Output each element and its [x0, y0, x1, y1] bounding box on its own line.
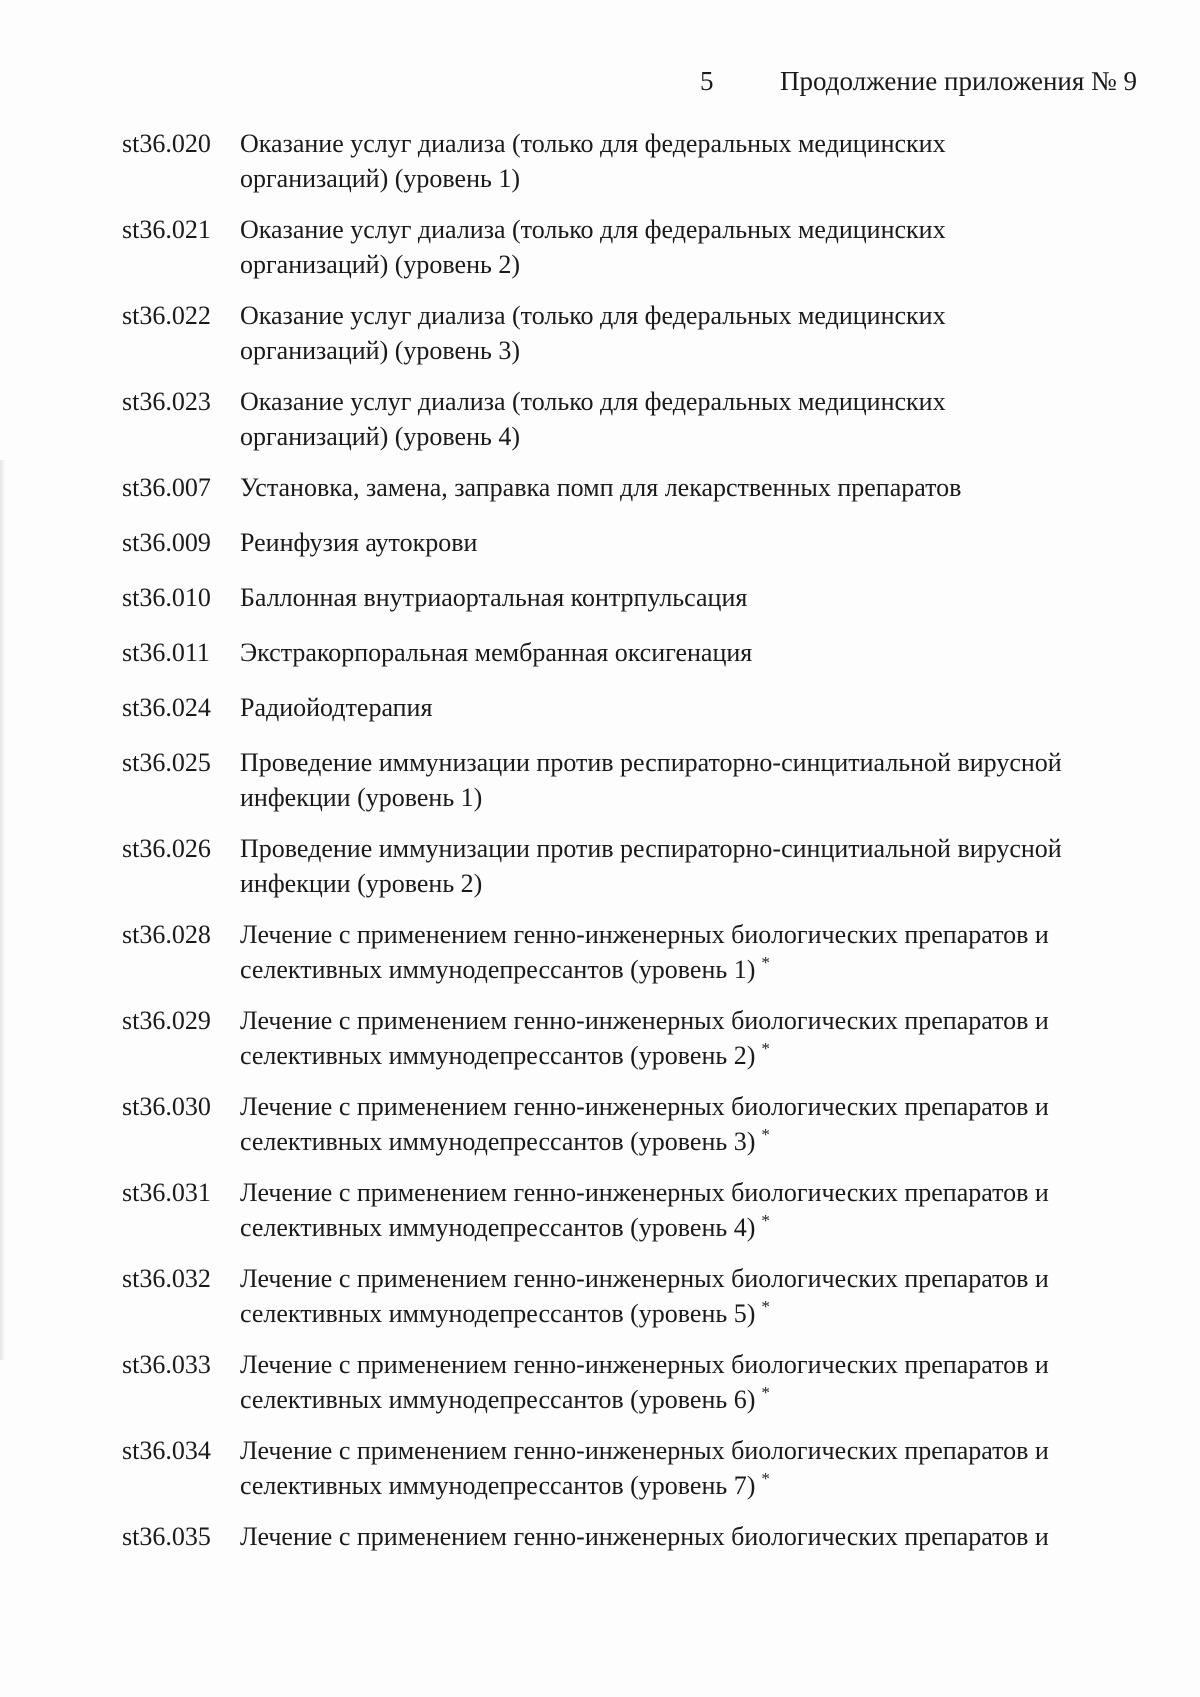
entry-description-line2-text: селективных иммунодепрессантов (уровень 6) — [240, 1385, 756, 1414]
entry-description-line2-text: организаций) (уровень 4) — [240, 422, 520, 451]
entry-description — [240, 1519, 1170, 1554]
entry-description-line2-text: селективных иммунодепрессантов (уровень 3) — [240, 1127, 756, 1156]
entry-description-line2-text: селективных иммунодепрессантов (уровень 2) — [240, 1041, 756, 1070]
list-item — [122, 1175, 1182, 1245]
entry-code: st36.009 — [122, 528, 211, 557]
list-item — [122, 525, 1182, 560]
entry-description-line2 — [240, 1038, 1170, 1073]
entry-description-line2-text: селективных иммунодепрессантов (уровень 4) — [240, 1213, 756, 1242]
entry-description — [240, 470, 1170, 505]
list-item — [122, 470, 1182, 505]
list-item — [122, 1347, 1182, 1417]
footnote-asterisk: * — [761, 1039, 770, 1059]
list-item — [122, 126, 1182, 196]
entry-description-line2 — [240, 1124, 1170, 1159]
scan-edge-artifact — [0, 460, 6, 1360]
list-item — [122, 1089, 1182, 1159]
entry-code: st36.028 — [122, 920, 211, 949]
entry-description — [240, 917, 1170, 987]
entry-code: st36.030 — [122, 1092, 211, 1121]
entry-code: st36.022 — [122, 301, 211, 330]
entry-code: st36.023 — [122, 387, 211, 416]
entry-code: st36.020 — [122, 129, 211, 158]
entry-code: st36.033 — [122, 1350, 211, 1379]
entry-description — [240, 1433, 1170, 1503]
entry-description-line1: Оказание услуг диализа (только для федеральных медицинских — [240, 387, 946, 416]
entry-code: st36.011 — [122, 638, 210, 667]
footnote-asterisk: * — [761, 1297, 770, 1317]
entry-description — [240, 690, 1170, 725]
entry-description-line1: Установка, замена, заправка помп для лекарственных препаратов — [240, 473, 962, 502]
entry-description-line1: Оказание услуг диализа (только для федеральных медицинских — [240, 301, 946, 330]
entry-description-line1: Проведение иммунизации против респираторно-синцитиальной вирусной — [240, 834, 1062, 863]
entry-description-line1: Лечение с применением генно-инженерных биологических препаратов и — [240, 1522, 1049, 1551]
entry-description-line2 — [240, 247, 1170, 282]
entry-description-line1: Экстракорпоральная мембранная оксигенация — [240, 638, 753, 667]
list-item — [122, 580, 1182, 615]
list-item — [122, 384, 1182, 454]
entry-description-line2 — [240, 1468, 1170, 1503]
list-item — [122, 1261, 1182, 1331]
footnote-asterisk: * — [761, 1383, 770, 1403]
entry-description — [240, 831, 1170, 901]
entry-description — [240, 580, 1170, 615]
entry-description-line1: Баллонная внутриаортальная контрпульсация — [240, 583, 748, 612]
entry-description-line1: Лечение с применением генно-инженерных биологических препаратов и — [240, 1436, 1049, 1465]
entry-code: st36.034 — [122, 1436, 211, 1465]
entry-description-line1: Лечение с применением генно-инженерных биологических препаратов и — [240, 920, 1049, 949]
footnote-asterisk: * — [761, 1469, 770, 1489]
entry-description — [240, 745, 1170, 815]
entry-description — [240, 635, 1170, 670]
page-number: 5 — [700, 66, 714, 96]
entry-code: st36.021 — [122, 215, 211, 244]
footnote-asterisk: * — [761, 1211, 770, 1231]
entry-description — [240, 1089, 1170, 1159]
header-title: Продолжение приложения № 9 — [780, 66, 1138, 96]
list-item — [122, 1003, 1182, 1073]
entry-description-line2 — [240, 1382, 1170, 1417]
entry-description — [240, 1261, 1170, 1331]
entry-code: st36.024 — [122, 693, 211, 722]
entry-description-line2 — [240, 952, 1170, 987]
list-item — [122, 745, 1182, 815]
list-item — [122, 298, 1182, 368]
entry-description-line2-text: организаций) (уровень 1) — [240, 164, 520, 193]
entry-code: st36.026 — [122, 834, 211, 863]
entry-description-line1: Лечение с применением генно-инженерных биологических препаратов и — [240, 1006, 1049, 1035]
entry-description — [240, 525, 1170, 560]
entry-description-line2 — [240, 333, 1170, 368]
entry-code: st36.032 — [122, 1264, 211, 1293]
entry-code: st36.007 — [122, 473, 211, 502]
entry-description-line2 — [240, 780, 1170, 815]
entry-description-line1: Проведение иммунизации против респираторно-синцитиальной вирусной — [240, 748, 1062, 777]
list-item — [122, 1519, 1182, 1554]
entry-description-line1: Оказание услуг диализа (только для федеральных медицинских — [240, 215, 946, 244]
entry-description-line2 — [240, 866, 1170, 901]
entry-description — [240, 212, 1170, 282]
entry-code: st36.031 — [122, 1178, 211, 1207]
entry-code: st36.025 — [122, 748, 211, 777]
list-item — [122, 917, 1182, 987]
entry-description-line1: Реинфузия аутокрови — [240, 528, 478, 557]
entry-code: st36.010 — [122, 583, 211, 612]
entry-description-line2-text: селективных иммунодепрессантов (уровень 1) — [240, 955, 756, 984]
entry-description — [240, 384, 1170, 454]
footnote-asterisk: * — [761, 953, 770, 973]
entry-description-line2 — [240, 419, 1170, 454]
list-item — [122, 212, 1182, 282]
entry-description-line2 — [240, 1210, 1170, 1245]
entry-description-line2-text: инфекции (уровень 2) — [240, 869, 483, 898]
entry-description — [240, 1003, 1170, 1073]
entry-description-line1: Лечение с применением генно-инженерных биологических препаратов и — [240, 1264, 1049, 1293]
entry-description-line2 — [240, 1296, 1170, 1331]
entry-description-line2-text: организаций) (уровень 2) — [240, 250, 520, 279]
entry-code: st36.029 — [122, 1006, 211, 1035]
entry-code: st36.035 — [122, 1522, 211, 1551]
entry-description-line2-text: инфекции (уровень 1) — [240, 783, 483, 812]
footnote-asterisk: * — [761, 1125, 770, 1145]
entry-description — [240, 1347, 1170, 1417]
entry-description — [240, 1175, 1170, 1245]
entry-description-line1: Лечение с применением генно-инженерных биологических препаратов и — [240, 1092, 1049, 1121]
entry-list — [122, 126, 1182, 1574]
entry-description — [240, 298, 1170, 368]
entry-description-line1: Лечение с применением генно-инженерных биологических препаратов и — [240, 1178, 1049, 1207]
entry-description-line2-text: селективных иммунодепрессантов (уровень 7) — [240, 1471, 756, 1500]
entry-description-line1: Лечение с применением генно-инженерных биологических препаратов и — [240, 1350, 1049, 1379]
entry-description-line2-text: селективных иммунодепрессантов (уровень 5) — [240, 1299, 756, 1328]
entry-description-line1: Радиойодтерапия — [240, 693, 433, 722]
list-item — [122, 690, 1182, 725]
entry-description-line2-text: организаций) (уровень 3) — [240, 336, 520, 365]
entry-description-line1: Оказание услуг диализа (только для федеральных медицинских — [240, 129, 946, 158]
list-item — [122, 635, 1182, 670]
list-item — [122, 1433, 1182, 1503]
entry-description — [240, 126, 1170, 196]
entry-description-line2 — [240, 161, 1170, 196]
page-header — [700, 66, 1170, 106]
list-item — [122, 831, 1182, 901]
